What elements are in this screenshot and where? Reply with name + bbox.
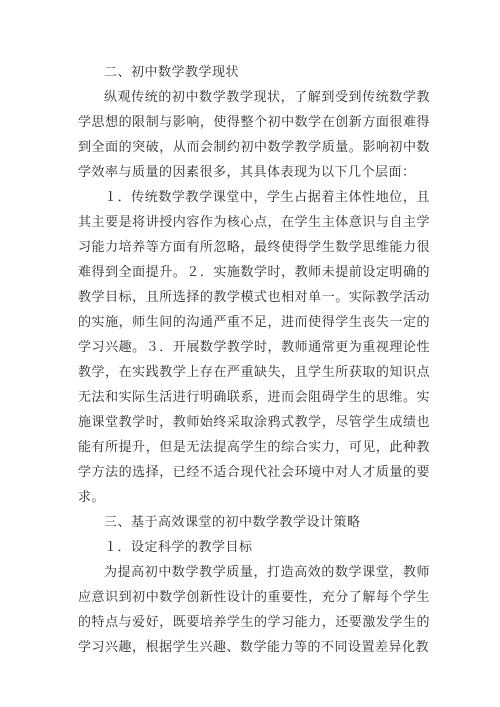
- document-body: [78, 60, 430, 660]
- section-2-intro-paragraph: 纵观传统的初中数学教学现状，了解到受到传统数学教学思想的限制与影响，使得整个初中数学在创新方面很难得到全面的突破，从而会制约初中数学教学质量。影响初中数学效率与质量的因素很多，其具体表现为以下几个层面：: [78, 90, 430, 180]
- section-2-points-paragraph: １．传统数学教学课堂中，学生占据着主体性地位，且其主要是将讲授内容作为核心点，在学生主体意识与自主学习能力培养等方面有所忽略，最终使得学生数学思维能力很难得到全面提升。２．实施数学时，教师未提前设定明确的教学目标，且所选择的教学模式也相对单一。实际教学活动的实施，师生间的沟通严重不足，进而使得学生丧失一定的学习兴趣。３．开展数学教学时，教师通常更为重视理论性教学，在实践教学上存在严重缺失，且学生所获取的知识点无法和实际生活进行明确联系，进而会阻碍学生的思维。实施课堂教学时，教师始终采取涂鸦式教学，尽管学生成绩也能有所提升，但是无法提高学生的综合实力，可见，此种教学方法的选择，已经不适合现代社会环境中对人才质量的要求。: [78, 190, 430, 505]
- section-2-heading: 二、初中数学教学现状: [104, 65, 240, 80]
- section-3-heading: 三、基于高效课堂的初中数学教学设计策略: [104, 515, 361, 530]
- subsection-1-heading: １．设定科学的教学目标: [104, 540, 253, 555]
- subsection-1-paragraph: 为提高初中数学教学质量，打造高效的数学课堂，教师应意识到初中数学创新性设计的重要性，充分了解每个学生的特点与爱好，既要培养学生的学习能力，还要激发学生的学习兴趣，根据学生兴趣、数学能力等的不同设置差异化教: [78, 565, 430, 655]
